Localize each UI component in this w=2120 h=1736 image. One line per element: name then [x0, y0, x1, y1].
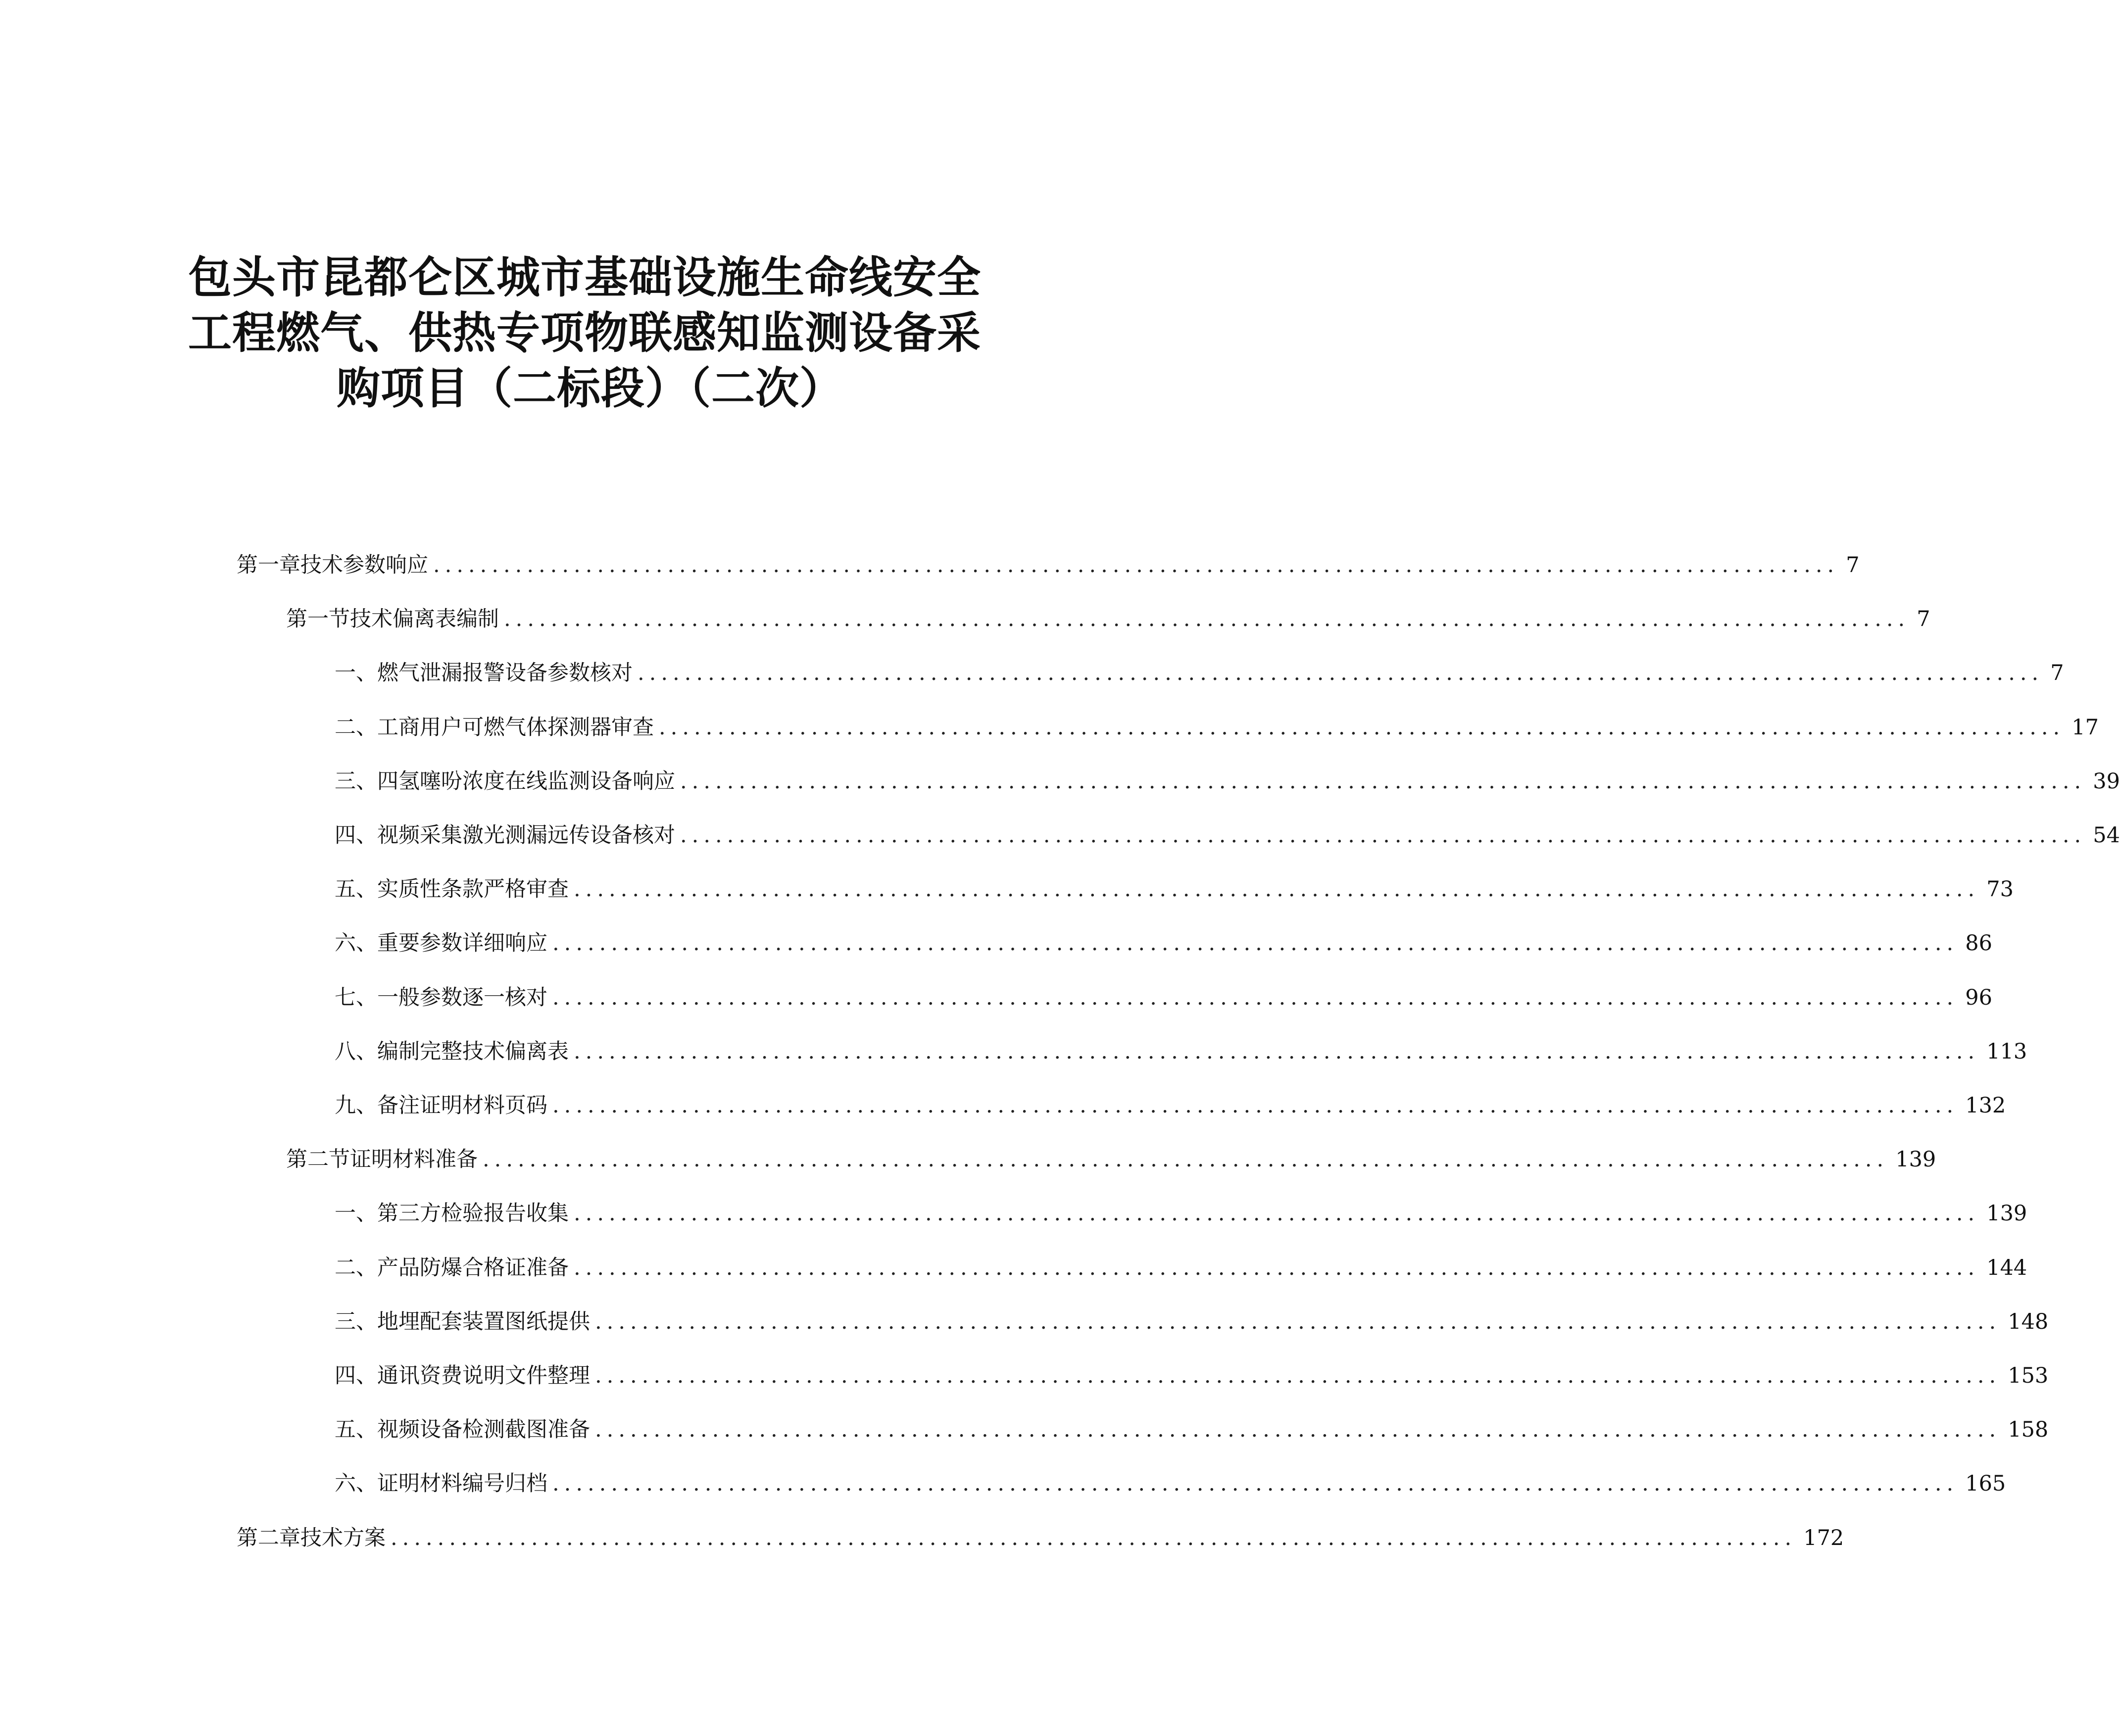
toc-entry-number: 三、	[335, 1309, 377, 1334]
toc-entry-title: 重要参数详细响应	[377, 931, 547, 956]
toc-dot-leader: ........................................................................................................................	[638, 661, 2044, 685]
toc-entry-title: 编制完整技术偏离表	[377, 1039, 569, 1064]
toc-entry-title: 四氢噻吩浓度在线监测设备响应	[377, 769, 675, 794]
toc-entry-item[interactable]	[335, 713, 2099, 742]
toc-entry-title: 证明材料编号归档	[377, 1471, 547, 1496]
toc-dot-leader: ........................................................................................................................	[552, 931, 1959, 956]
toc-entry-number: 七、	[335, 985, 377, 1010]
toc-entry-title: 技术偏离表编制	[350, 607, 499, 631]
toc-entry-number: 第一章	[237, 553, 300, 578]
toc-entry-item[interactable]	[335, 658, 2064, 688]
toc-page-number: 153	[2008, 1363, 2049, 1388]
toc-page-number: 172	[1803, 1526, 1844, 1550]
toc-page-number: 113	[1986, 1039, 2027, 1064]
toc-page-number: 165	[1965, 1471, 2006, 1496]
toc-entry-item[interactable]	[335, 1415, 2049, 1445]
toc-page-number: 7	[1846, 553, 1860, 578]
toc-dot-leader: ........................................................................................................................	[574, 1039, 1980, 1064]
toc-entry-number: 二、	[335, 715, 377, 740]
title-line-2: 工程燃气、供热专项物联感知监测设备采	[188, 307, 982, 358]
toc-page-number: 144	[1986, 1255, 2027, 1280]
title-line-1: 包头市昆都仑区城市基础设施生命线安全	[188, 252, 982, 303]
toc-dot-leader: ........................................................................................................................	[574, 1255, 1980, 1280]
toc-entry-number: 第二章	[237, 1526, 300, 1550]
toc-entry-number: 四、	[335, 823, 377, 848]
toc-entry-title: 通讯资费说明文件整理	[377, 1363, 590, 1388]
toc-entry-item[interactable]	[335, 767, 2120, 796]
toc-entry-chapter[interactable]	[237, 550, 1860, 580]
toc-entry-chapter[interactable]	[237, 1523, 1844, 1553]
toc-entry-item[interactable]	[335, 1253, 2027, 1283]
toc-entry-number: 八、	[335, 1039, 377, 1064]
toc-entry-title: 燃气泄漏报警设备参数核对	[377, 661, 633, 685]
toc-entry-title: 技术参数响应	[300, 553, 428, 578]
toc-entry-number: 九、	[335, 1093, 377, 1118]
toc-page-number: 158	[2008, 1417, 2049, 1442]
toc-entry-title: 备注证明材料页码	[377, 1093, 547, 1118]
toc-entry-item[interactable]	[335, 1037, 2027, 1066]
toc-page-number: 148	[2008, 1309, 2049, 1334]
toc-entry-title: 地埋配套装置图纸提供	[377, 1309, 590, 1334]
document-title	[188, 250, 1035, 416]
toc-entry-title: 工商用户可燃气体探测器审查	[377, 715, 654, 740]
toc-entry-item[interactable]	[335, 1091, 2006, 1120]
toc-entry-number: 六、	[335, 931, 377, 956]
toc-entry-title: 一般参数逐一核对	[377, 985, 547, 1010]
toc-page-number: 139	[1895, 1147, 1936, 1172]
toc-page-number: 73	[1986, 877, 2014, 902]
toc-dot-leader: ........................................................................................................................	[680, 823, 2086, 848]
toc-dot-leader: ........................................................................................................................	[504, 607, 1910, 631]
toc-dot-leader: ........................................................................................................................	[595, 1363, 2001, 1388]
toc-dot-leader: ........................................................................................................................	[680, 769, 2086, 794]
toc-entry-number: 一、	[335, 661, 377, 685]
toc-entry-number: 五、	[335, 877, 377, 902]
toc-entry-section[interactable]	[286, 1145, 1936, 1174]
toc-dot-leader: ........................................................................................................................	[391, 1526, 1797, 1550]
toc-dot-leader: ........................................................................................................................	[552, 1093, 1959, 1118]
toc-dot-leader: ........................................................................................................................	[552, 1471, 1959, 1496]
title-line-3: 购项目（二标段）（二次）	[337, 363, 844, 414]
toc-entry-section[interactable]	[286, 604, 1930, 634]
toc-entry-item[interactable]	[335, 1307, 2049, 1337]
toc-entry-title: 实质性条款严格审查	[377, 877, 569, 902]
toc-entry-item[interactable]	[335, 1199, 2027, 1228]
toc-page-number: 96	[1965, 985, 1992, 1010]
toc-entry-item[interactable]	[335, 928, 1992, 958]
toc-entry-number: 三、	[335, 769, 377, 794]
toc-page-number: 54	[2093, 823, 2120, 848]
toc-dot-leader: ........................................................................................................................	[552, 985, 1959, 1010]
toc-entry-number: 第二节	[286, 1147, 350, 1172]
toc-dot-leader: ........................................................................................................................	[574, 877, 1980, 902]
toc-entry-item[interactable]	[335, 874, 2014, 904]
toc-page-number: 7	[2050, 661, 2064, 685]
toc-entry-item[interactable]	[335, 820, 2120, 850]
toc-entry-item[interactable]	[335, 983, 1992, 1013]
toc-dot-leader: ........................................................................................................................	[483, 1147, 1889, 1172]
toc-entry-number: 五、	[335, 1417, 377, 1442]
toc-entry-number: 二、	[335, 1255, 377, 1280]
toc-entry-number: 第一节	[286, 607, 350, 631]
toc-entry-item[interactable]	[335, 1469, 2006, 1498]
toc-entry-number: 四、	[335, 1363, 377, 1388]
toc-entry-title: 第三方检验报告收集	[377, 1201, 569, 1226]
toc-entry-title: 视频设备检测截图准备	[377, 1417, 590, 1442]
toc-dot-leader: ........................................................................................................................	[574, 1201, 1980, 1226]
toc-page-number: 139	[1986, 1201, 2027, 1226]
toc-entry-title: 视频采集激光测漏远传设备核对	[377, 823, 675, 848]
toc-entry-title: 证明材料准备	[350, 1147, 478, 1172]
toc-entry-title: 技术方案	[300, 1526, 386, 1550]
toc-page-number: 39	[2093, 769, 2120, 794]
toc-page-number: 86	[1965, 931, 1992, 956]
toc-dot-leader: ........................................................................................................................	[595, 1309, 2001, 1334]
toc-page-number: 17	[2071, 715, 2099, 740]
toc-dot-leader: ........................................................................................................................	[433, 553, 1839, 578]
toc-page-number: 132	[1965, 1093, 2006, 1118]
toc-entry-item[interactable]	[335, 1361, 2049, 1391]
toc-page-number: 7	[1917, 607, 1930, 631]
toc-dot-leader: ........................................................................................................................	[659, 715, 2065, 740]
toc-entry-number: 一、	[335, 1201, 377, 1226]
toc-entry-title: 产品防爆合格证准备	[377, 1255, 569, 1280]
toc-entry-number: 六、	[335, 1471, 377, 1496]
toc-dot-leader: ........................................................................................................................	[595, 1417, 2001, 1442]
